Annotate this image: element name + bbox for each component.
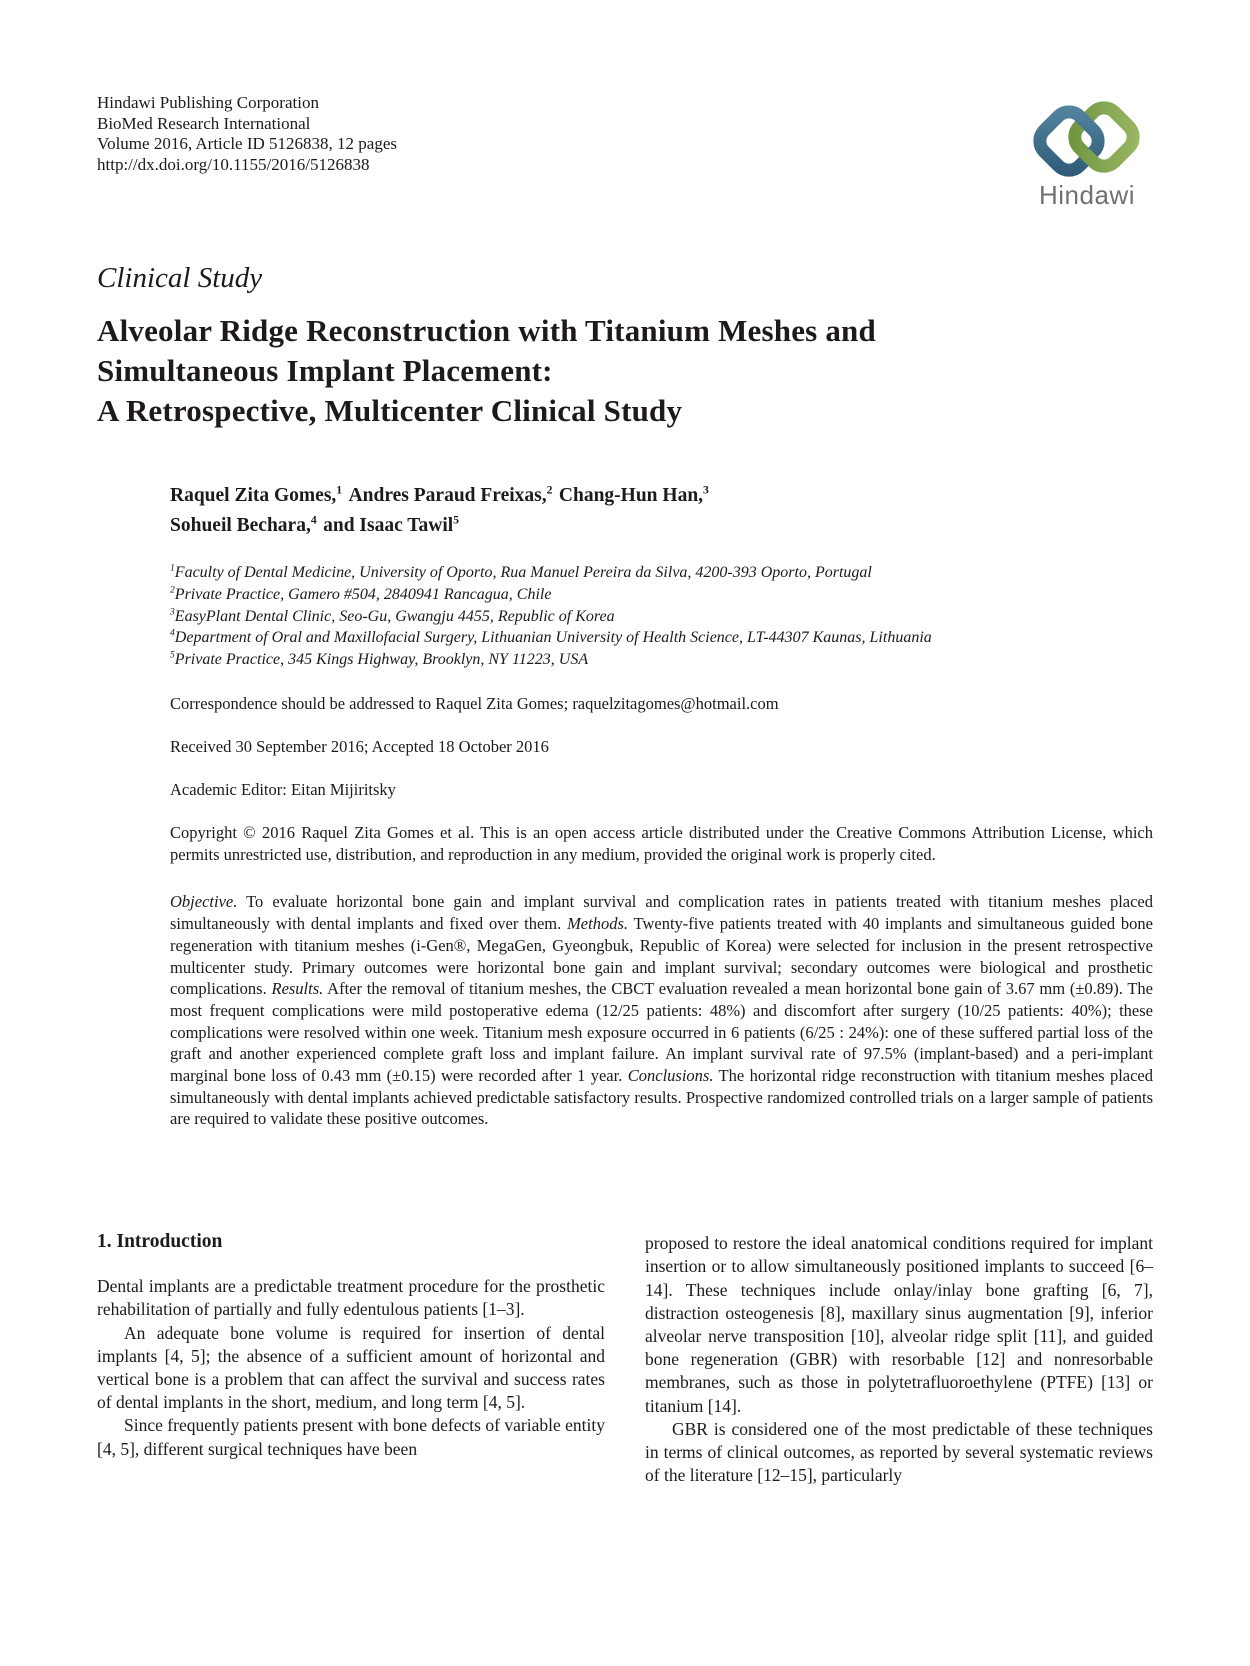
- intro-paragraph: proposed to restore the ideal anatomical conditions required for implant insertion or to allow simultaneously positioned implants to succeed [6–14]. These techniques include onlay/inlay bone grafting [6, 7], distraction osteogenesis [8], maxillary sinus augmentation [9], inferior alveolar nerve transposition [10], alveolar ridge split [11], and guided bone regeneration (GBR) with resorbable [12] and nonresorbable membranes, such as those in polytetrafluoroethylene (PTFE) [13] or titanium [14].: [645, 1233, 1153, 1416]
- author-affiliation-sup: 1: [336, 483, 343, 497]
- abstract-methods-label: Methods.: [567, 914, 629, 934]
- abstract-results-label: Results.: [271, 979, 324, 999]
- affiliation-item: [170, 649, 1153, 671]
- title-line-1: Alveolar Ridge Reconstruction with Titanium Meshes and: [97, 313, 876, 348]
- author: [323, 515, 459, 536]
- author-name: Raquel Zita Gomes,: [170, 485, 337, 506]
- masthead: [97, 93, 1153, 211]
- affiliation-text: EasyPlant Dental Clinic, Seo-Gu, Gwangju 4455, Republic of Korea: [174, 607, 615, 625]
- intro-column-right: [645, 1230, 1153, 1487]
- abstract-objective-label: Objective.: [170, 892, 238, 912]
- intro-paragraph: GBR is considered one of the most predictable of these techniques in terms of clinical outcomes, as reported by several systematic reviews of the literature [12–15], particularly: [645, 1418, 1153, 1486]
- affiliation-sup: 3: [170, 606, 175, 618]
- intro-paragraph: Since frequently patients present with bone defects of variable entity [4, 5], different surgical techniques have been: [97, 1415, 605, 1459]
- affiliation-text: Faculty of Dental Medicine, University of Oporto, Rua Manuel Pereira da Silva, 4200-393 Oporto, Portugal: [174, 564, 872, 581]
- introduction-section: [97, 1230, 1153, 1487]
- intro-column-left: [97, 1230, 605, 1487]
- abstract-paragraph: [170, 891, 1153, 1130]
- affiliation-text: Private Practice, Gamero #504, 2840941 Rancagua, Chile: [174, 585, 552, 603]
- doi-link: http://dx.doi.org/10.1155/2016/5126838: [97, 154, 370, 174]
- received-accepted-line: Received 30 September 2016; Accepted 18 October 2016: [170, 736, 549, 756]
- hindawi-rings-icon: [1024, 93, 1150, 185]
- affiliation-item: [170, 562, 1153, 584]
- title-line-2: Simultaneous Implant Placement:: [97, 353, 553, 388]
- intro-paragraph: An adequate bone volume is required for insertion of dental implants [4, 5]; the absence of a sufficient amount of horizontal and vertical bone is a problem that can affect the survival and success rates of dental implants in the short, medium, and long term [4, 5].: [97, 1322, 605, 1413]
- hindawi-wordmark: Hindawi: [1039, 180, 1135, 210]
- author: [559, 485, 709, 506]
- authors-line-1: [170, 481, 1153, 511]
- intro-heading: 1. Introduction: [97, 1231, 223, 1253]
- publisher-name: Hindawi Publishing Corporation: [97, 93, 319, 112]
- article-type-label: Clinical Study: [97, 262, 263, 294]
- author-name: Chang-Hun Han,: [558, 485, 704, 506]
- title-line-3: A Retrospective, Multicenter Clinical Study: [97, 393, 683, 428]
- academic-editor-line: Academic Editor: Eitan Mijiritsky: [170, 779, 396, 799]
- author-affiliation-sup: 5: [453, 513, 460, 527]
- author-list: [170, 481, 1153, 541]
- intro-paragraph: Dental implants are a predictable treatment procedure for the prosthetic rehabilitation of partially and fully edentulous patients [1–3].: [97, 1276, 605, 1320]
- author-name: Andres Paraud Freixas,: [348, 485, 547, 506]
- abstract-methods-text: Twenty-five patients treated with 40 implants and simultaneous guided bone regeneration with titanium meshes (i-Gen®, MegaGen, Gyeongbuk, Republic of Korea) were selected for inclusion in the present retrospective multicenter study. Primary outcomes were horizontal bone gain and implant survival; secondary outcomes were biological and prosthetic complications.: [170, 914, 1153, 999]
- affiliation-item: [170, 606, 1153, 628]
- author-affiliation-sup: 3: [703, 483, 709, 497]
- author: [170, 485, 342, 506]
- author-affiliation-sup: 4: [310, 513, 317, 527]
- affiliation-sup: 4: [170, 628, 175, 640]
- abstract-objective-text: To evaluate horizontal bone gain and implant survival and complication rates in patients treated with titanium meshes placed simultaneously with dental implants and fixed over them.: [170, 892, 1154, 934]
- hindawi-logo: [1021, 93, 1153, 208]
- affiliation-text: Private Practice, 345 Kings Highway, Brooklyn, NY 11223, USA: [174, 651, 589, 669]
- affiliation-item: [170, 584, 1153, 606]
- abstract-conclusions-text: The horizontal ridge reconstruction with titanium meshes placed simultaneously with dental implants achieved predictable satisfactory results. Prospective randomized controlled trials on a larger sample of patients are required to validate these positive outcomes.: [170, 1066, 1154, 1129]
- authors-line-2: [170, 511, 1153, 541]
- author-name: Sohueil Bechara,: [170, 515, 311, 536]
- journal-name: BioMed Research International: [97, 113, 311, 133]
- front-matter: [170, 481, 1153, 1130]
- author: [349, 485, 553, 506]
- abstract-results-text: After the removal of titanium meshes, the CBCT evaluation revealed a mean horizontal bone gain of 3.67 mm (±0.89). The most frequent complications were mild postoperative edema (12/25 patients: 48%) and discomfort after surgery (10/25 patients: 40%); these complications were resolved within one week. Titanium mesh exposure occurred in 6 patients (6/25 : 24%): one of these suffered partial loss of the graft and another experienced complete graft loss and implant failure. An implant survival rate of 97.5% (implant-based) and a peri-implant marginal bone loss of 0.43 mm (±0.15) were recorded after 1 year.: [170, 979, 1154, 1086]
- author: [170, 515, 317, 536]
- abstract-conclusions-label: Conclusions.: [627, 1066, 714, 1086]
- affiliation-list: [170, 562, 1153, 671]
- affiliation-sup: 5: [170, 649, 175, 661]
- copyright-notice: Copyright © 2016 Raquel Zita Gomes et al. This is an open access article distributed under the Creative Commons Attribution License, which permits unrestricted use, distribution, and reproduction in any medium, provided the original work is properly cited.: [170, 822, 1153, 864]
- volume-article-id: Volume 2016, Article ID 5126838, 12 pages: [97, 134, 397, 153]
- correspondence-line: Correspondence should be addressed to Raquel Zita Gomes; raquelzitagomes@hotmail.com: [170, 693, 779, 713]
- publisher-info: [97, 93, 397, 175]
- affiliation-text: Department of Oral and Maxillofacial Surgery, Lithuanian University of Health Science, LT-44307 Kaunas, Lithuania: [174, 629, 932, 647]
- author-affiliation-sup: 2: [546, 483, 553, 497]
- affiliation-sup: 2: [170, 584, 175, 596]
- affiliation-sup: 1: [170, 562, 175, 574]
- author-name: and Isaac Tawil: [323, 515, 454, 536]
- affiliation-item: [170, 627, 1153, 649]
- article-title: [97, 311, 1153, 431]
